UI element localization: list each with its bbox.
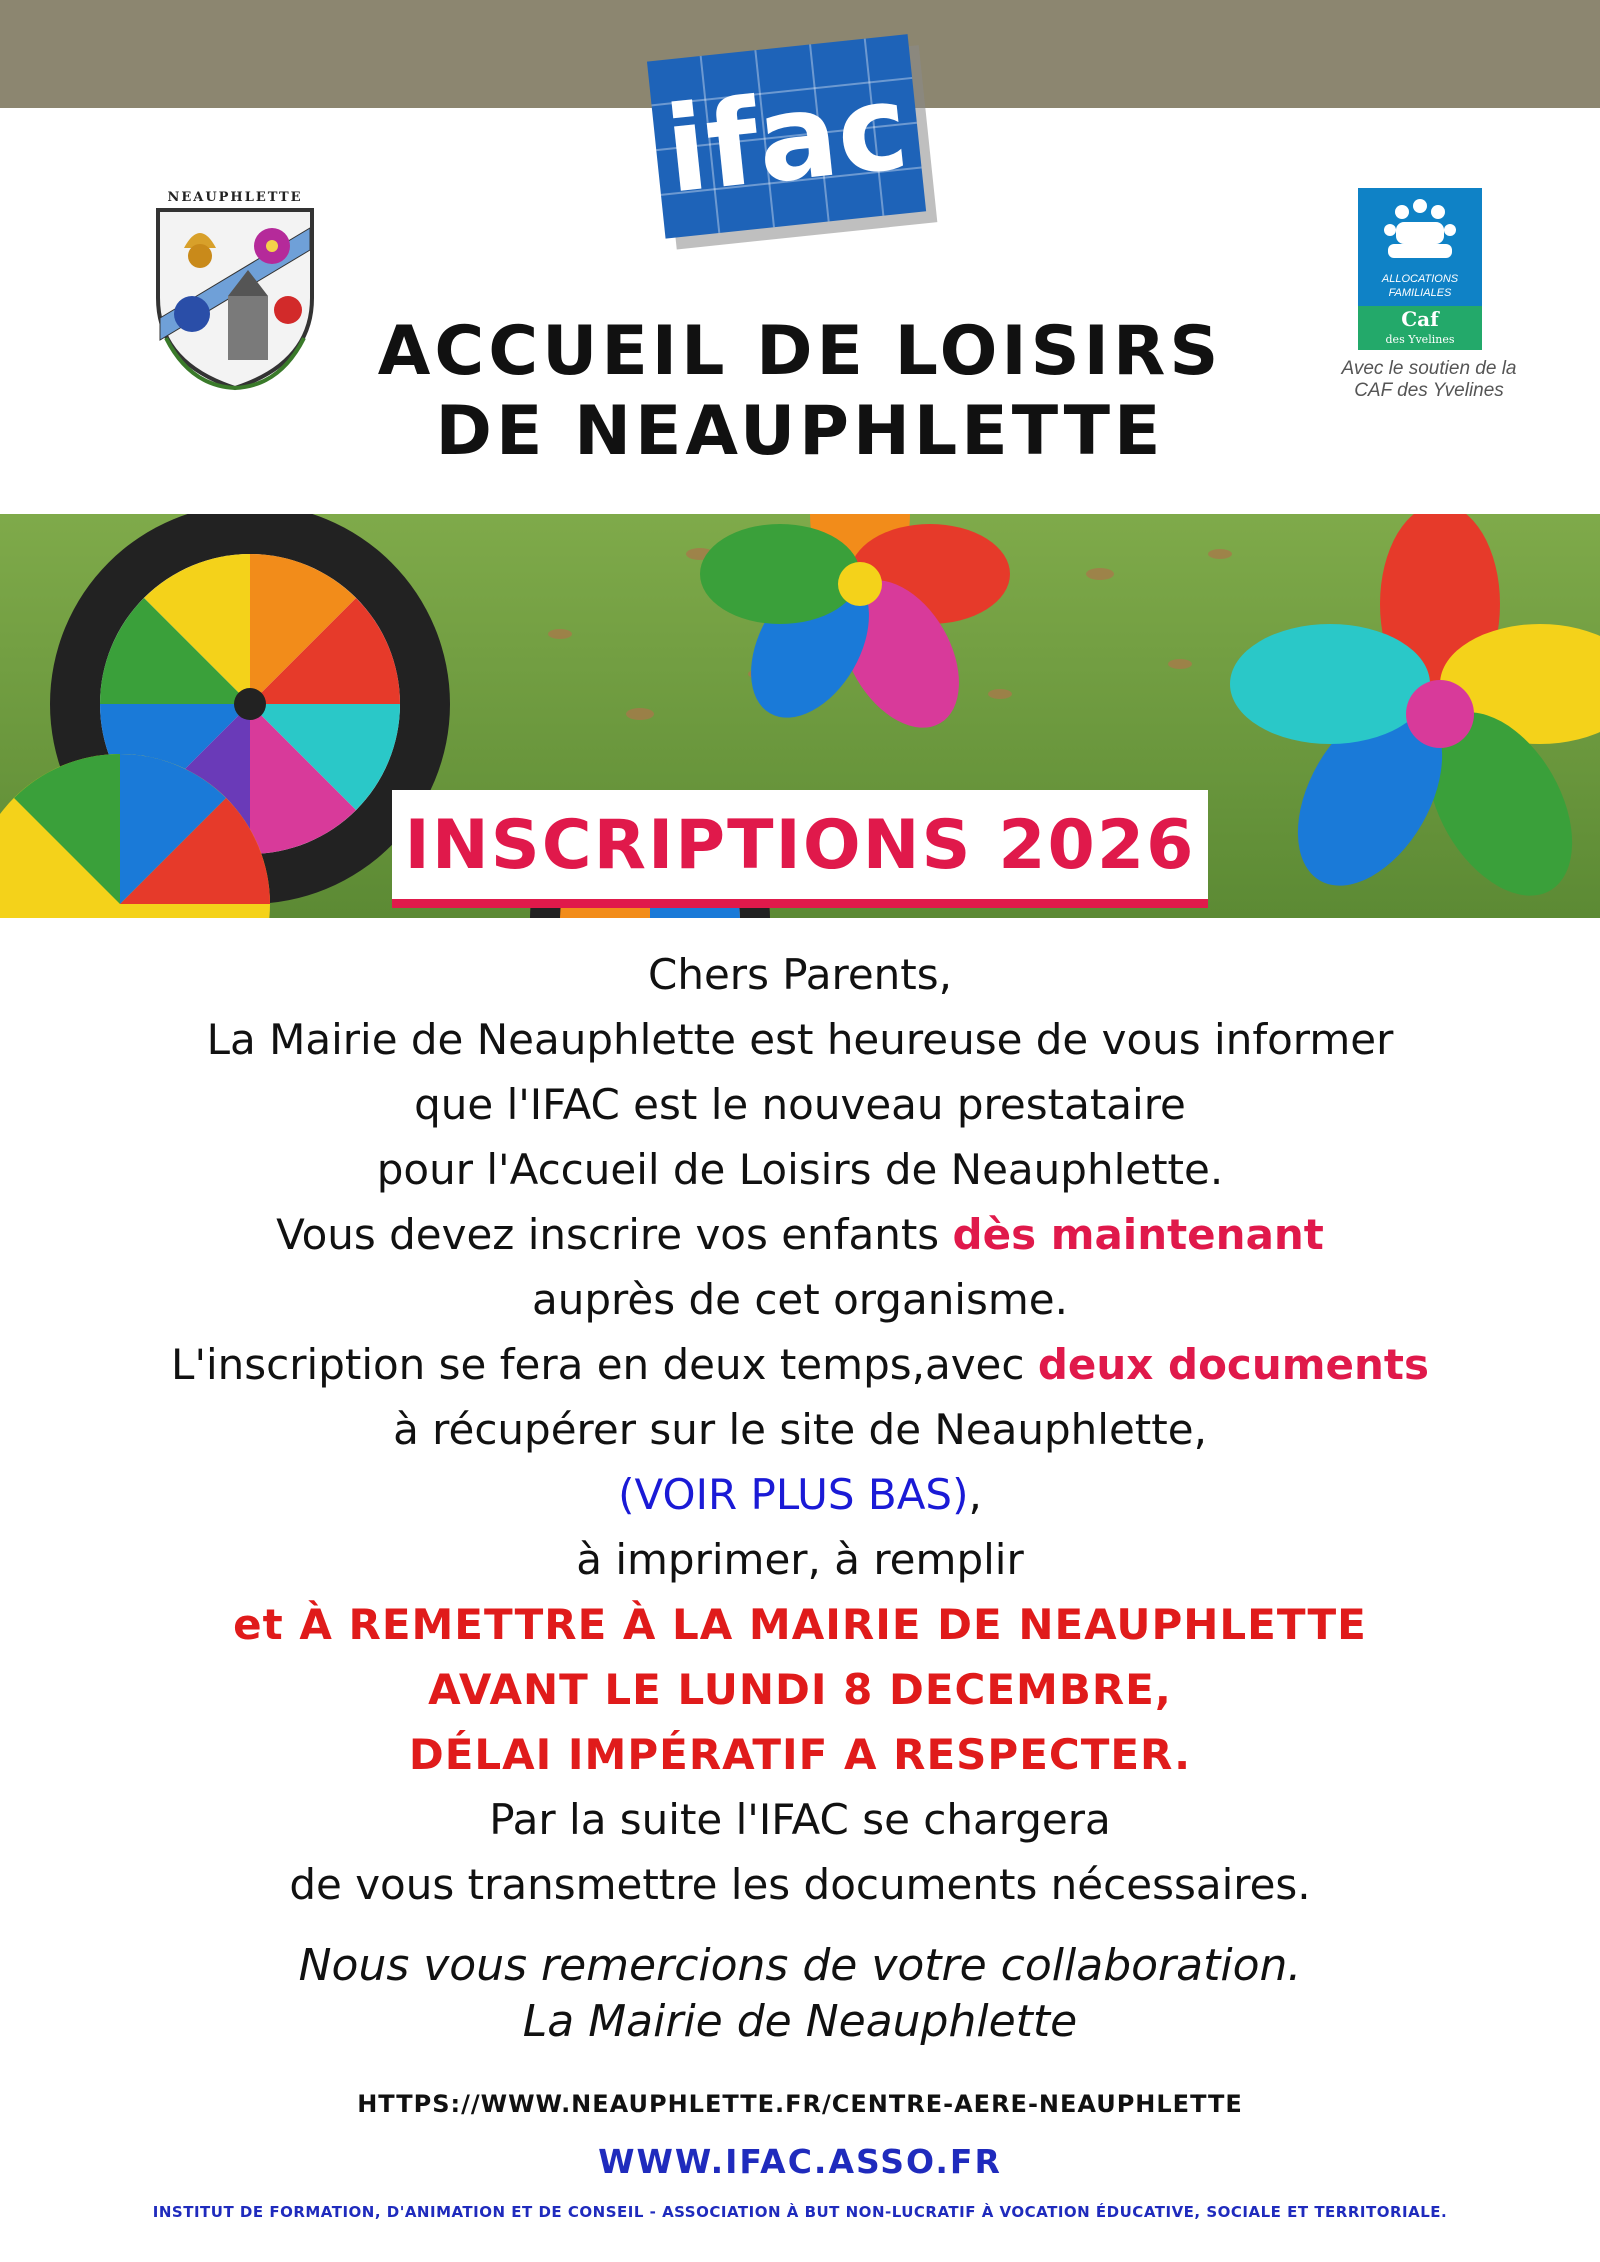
body-line-3: que l'IFAC est le nouveau prestataire [414, 1080, 1186, 1129]
caf-brand: Caf [1401, 307, 1439, 331]
caf-support-line2: CAF des Yvelines [1354, 380, 1504, 401]
voir-plus-bas-note: (VOIR PLUS BAS) [618, 1470, 969, 1519]
body-line-10: à imprimer, à remplir [576, 1535, 1024, 1584]
neauphlette-link[interactable]: HTTPS://WWW.NEAUPHLETTE.FR/CENTRE-AERE-NEAUPHLETTE [357, 2090, 1243, 2118]
inscriptions-banner [392, 790, 1208, 908]
title-line2: DE NEAUPHLETTE [435, 392, 1165, 471]
caf-support-line1: Avec le soutien de la [1341, 358, 1517, 379]
caf-support-text [1318, 358, 1540, 402]
body-line-2: La Mairie de Neauphlette est heureuse de vous informer [206, 1015, 1394, 1064]
closing-thanks: Nous vous remercions de votre collaboration. [298, 1940, 1302, 1991]
body-line-5-text: Vous devez inscrire vos enfants [276, 1210, 953, 1259]
letter-body [60, 942, 1540, 1917]
inscriptions-heading: INSCRIPTIONS 2026 [404, 806, 1196, 885]
caf-region: des Yvelines [1385, 333, 1455, 346]
deadline-warning: DÉLAI IMPÉRATIF A RESPECTER. [408, 1730, 1192, 1779]
body-line-4: pour l'Accueil de Loisirs de Neauphlette. [376, 1145, 1224, 1194]
ifac-logo-text: ifac [659, 57, 914, 220]
body-line-6: auprès de cet organisme. [532, 1275, 1068, 1324]
body-line-5 [60, 1202, 1540, 1267]
closing [60, 1938, 1540, 2050]
caf-logo [1358, 188, 1482, 350]
highlight-des-maintenant: dès maintenant [952, 1210, 1324, 1259]
neauphlette-crest [150, 188, 320, 398]
ifac-website-link[interactable]: WWW.IFAC.ASSO.FR [598, 2142, 1002, 2181]
body-line-7 [60, 1332, 1540, 1397]
closing-signature: La Mairie de Neauphlette [522, 1996, 1078, 2047]
page-title [330, 312, 1270, 472]
body-line-11: et À REMETTRE À LA MAIRIE DE NEAUPHLETTE [233, 1600, 1367, 1649]
footer-text: INSTITUT DE FORMATION, D'ANIMATION ET DE CONSEIL - ASSOCIATION À BUT NON-LUCRATIF À VOCATION ÉDUCATIVE, SOCIALE ET TERRITORIALE. [152, 2203, 1448, 2221]
crest-label: NEAUPHLETTE [167, 190, 303, 205]
body-line-14: Par la suite l'IFAC se chargera [489, 1795, 1111, 1844]
caf-line1: ALLOCATIONS [1381, 273, 1459, 285]
highlight-deux-documents: deux documents [1037, 1340, 1429, 1389]
deadline-line: AVANT LE LUNDI 8 DECEMBRE, [428, 1665, 1172, 1714]
body-line-1: Chers Parents, [648, 950, 952, 999]
ifac-logo [640, 20, 960, 260]
body-line-9 [60, 1462, 1540, 1527]
title-line1: ACCUEIL DE LOISIRS [377, 312, 1223, 391]
body-line-7-text: L'inscription se fera en deux temps,avec [171, 1340, 1038, 1389]
caf-line2: FAMILIALES [1388, 287, 1452, 299]
body-line-9-comma: , [968, 1470, 982, 1519]
body-line-8: à récupérer sur le site de Neauphlette, [393, 1405, 1207, 1454]
body-line-15: de vous transmettre les documents nécessaires. [289, 1860, 1311, 1909]
